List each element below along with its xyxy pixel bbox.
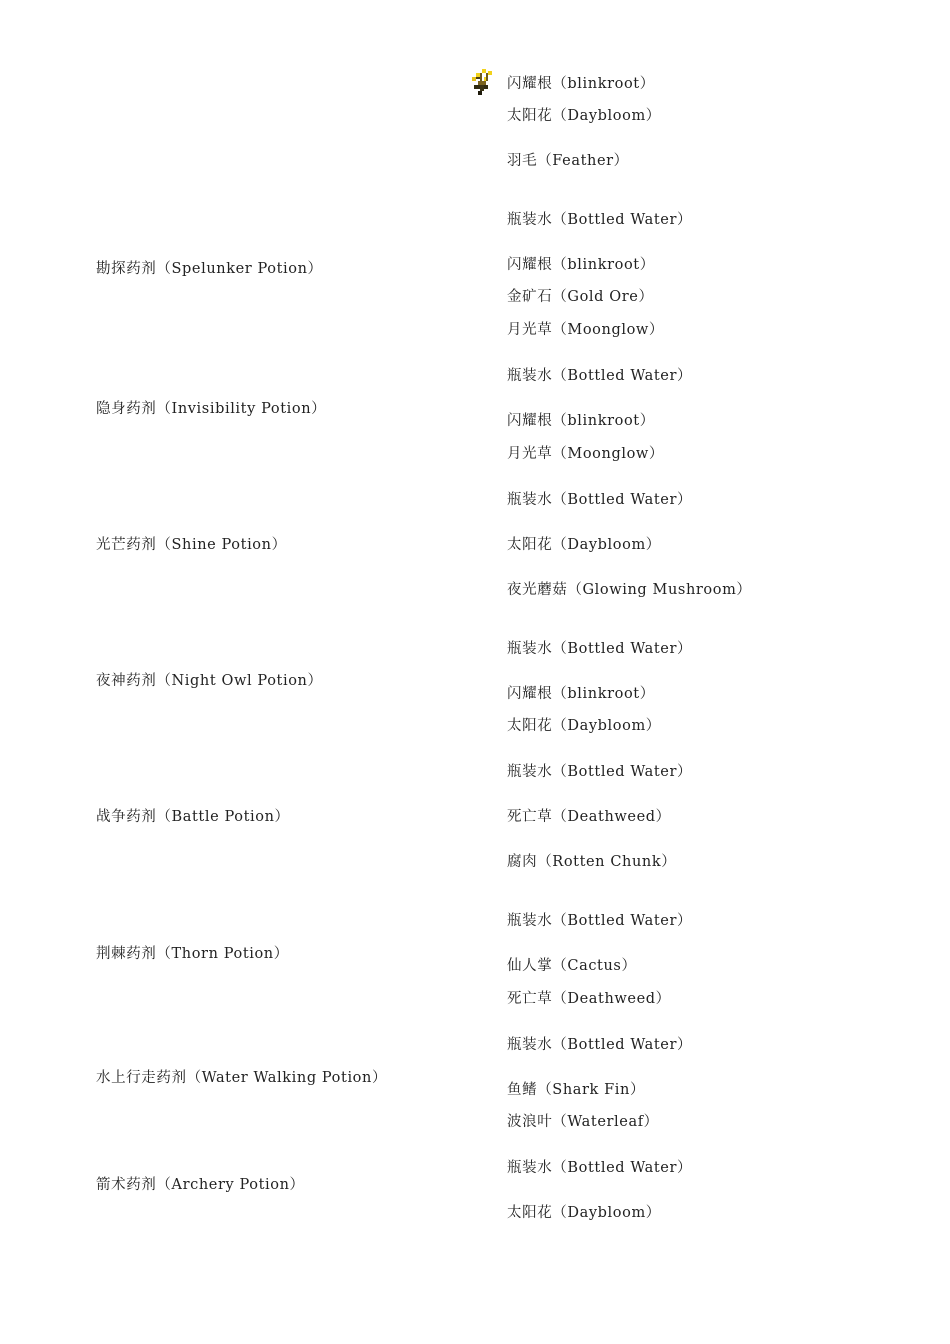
ingredient-item: 鱼鳍（Shark Fin） [507,1082,646,1098]
ingredient-item: 太阳花（Daybloom） [507,718,661,734]
top-ingredient-item: 太阳花（Daybloom） [507,108,661,124]
ingredient-item: 瓶装水（Bottled Water） [507,1037,693,1053]
ingredient-item: 闪耀根（blinkroot） [507,413,655,429]
ingredient-item: 月光草（Moonglow） [507,446,665,462]
potion-name: 战争药剂（Battle Potion） [96,809,290,825]
ingredient-item: 死亡草（Deathweed） [507,809,671,825]
ingredient-item: 波浪叶（Waterleaf） [507,1114,659,1130]
ingredient-item: 瓶装水（Bottled Water） [507,212,693,228]
potion-name: 夜神药剂（Night Owl Potion） [96,673,323,689]
ingredient-item: 太阳花（Daybloom） [507,1205,661,1221]
ingredient-item: 太阳花（Daybloom） [507,537,661,553]
ingredient-item: 瓶装水（Bottled Water） [507,913,693,929]
ingredient-item: 闪耀根（blinkroot） [507,686,655,702]
ingredient-item: 瓶装水（Bottled Water） [507,764,693,780]
ingredient-item: 瓶装水（Bottled Water） [507,492,693,508]
ingredient-item: 死亡草（Deathweed） [507,991,671,1007]
potion-name: 光芒药剂（Shine Potion） [96,537,287,553]
potion-name: 荆棘药剂（Thorn Potion） [96,946,289,962]
potion-name: 箭术药剂（Archery Potion） [96,1177,305,1193]
potion-name: 隐身药剂（Invisibility Potion） [96,401,327,417]
ingredient-item: 腐肉（Rotten Chunk） [507,854,677,870]
ingredient-item: 月光草（Moonglow） [507,322,665,338]
ingredient-item: 闪耀根（blinkroot） [507,257,655,273]
ingredient-item: 瓶装水（Bottled Water） [507,1160,693,1176]
ingredient-item: 瓶装水（Bottled Water） [507,368,693,384]
top-ingredient-item: 羽毛（Feather） [507,153,629,169]
ingredient-item: 瓶装水（Bottled Water） [507,641,693,657]
potion-name: 水上行走药剂（Water Walking Potion） [96,1070,388,1086]
top-ingredient-item: 闪耀根（blinkroot） [507,76,655,92]
potion-name: 勘探药剂（Spelunker Potion） [96,261,323,277]
ingredient-item: 夜光蘑菇（Glowing Mushroom） [507,582,752,598]
blinkroot-icon [470,69,494,95]
ingredient-item: 金矿石（Gold Ore） [507,289,654,305]
ingredient-item: 仙人掌（Cactus） [507,958,637,974]
